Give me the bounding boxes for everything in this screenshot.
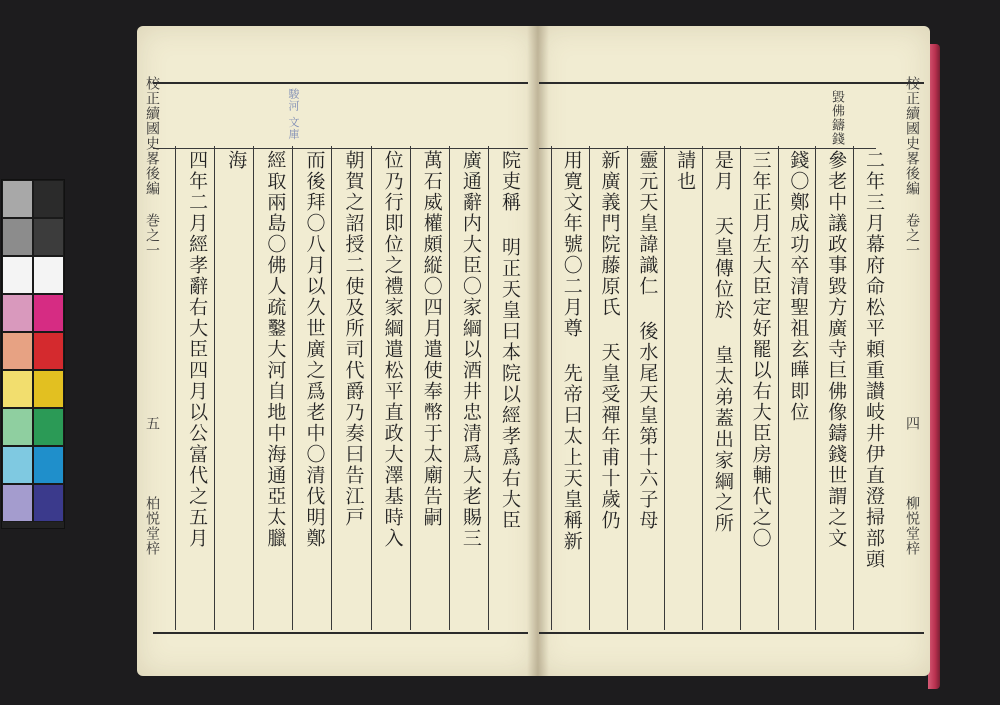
color-swatch	[2, 218, 33, 256]
right-publisher: 柳悦堂梓	[904, 496, 920, 556]
column-rule	[371, 146, 372, 630]
text-column: 三年正月左大臣定好罷以右大臣房輔代之〇	[749, 150, 772, 549]
column-rule	[292, 146, 293, 630]
text-column: 位乃行即位之禮家綱遣松平直政大澤基時入	[381, 150, 404, 549]
text-column: 錢〇鄭成功卒清聖祖玄曄即位	[787, 150, 810, 423]
column-rule	[627, 146, 628, 630]
color-swatch	[33, 256, 64, 294]
column-rule	[488, 146, 489, 630]
right-page-number: 四	[904, 416, 920, 431]
color-swatch	[2, 446, 33, 484]
column-rule	[778, 146, 779, 630]
column-rule	[410, 146, 411, 630]
column-rule	[253, 146, 254, 630]
text-column: 是月 天皇傳位於 皇太弟蓋出家綱之所	[711, 150, 734, 534]
column-rule	[589, 146, 590, 630]
column-rule	[740, 146, 741, 630]
color-swatch	[33, 484, 64, 522]
color-swatch	[2, 484, 33, 522]
open-book	[135, 26, 940, 686]
color-calibration-chart	[2, 180, 64, 528]
color-swatch	[2, 294, 33, 332]
column-rule	[449, 146, 450, 630]
color-swatch	[33, 294, 64, 332]
column-rule	[214, 146, 215, 630]
column-rule	[664, 146, 665, 630]
head-note: 毀佛鑄錢	[829, 90, 844, 146]
color-swatch	[33, 446, 64, 484]
text-column: 請也	[674, 150, 697, 192]
right-gutter-title: 校正續國史畧後編 卷之一	[904, 76, 920, 258]
text-column: 廣通辭内大臣〇家綱以酒井忠清爲大老賜三	[459, 150, 482, 549]
color-swatch	[33, 370, 64, 408]
column-rule	[815, 146, 816, 630]
color-swatch	[2, 408, 33, 446]
text-column: 二年三月幕府命松平頼重讃岐井伊直澄掃部頭	[862, 150, 885, 570]
text-column: 而後拜〇八月以久世廣之爲老中〇清伐明鄭	[303, 150, 326, 549]
color-swatch	[33, 180, 64, 218]
column-rule	[702, 146, 703, 630]
library-stamp: 駿河 文庫	[287, 88, 300, 141]
header-rule	[153, 148, 528, 149]
text-column: 用寛文年號〇二月尊 先帝曰太上天皇稱新	[560, 150, 583, 552]
left-publisher: 柏悦堂梓	[144, 496, 160, 556]
text-column: 靈元天皇諱識仁 後水尾天皇第十六子母	[636, 150, 659, 531]
color-swatch	[33, 218, 64, 256]
column-rule	[853, 146, 854, 630]
column-rule	[175, 146, 176, 630]
color-swatch	[2, 370, 33, 408]
text-column: 院吏稱 明正天皇曰本院以經孝爲右大臣	[498, 150, 521, 531]
text-column: 四年二月經孝辭右大臣四月以公富代之五月	[186, 150, 209, 549]
text-column: 經取兩島〇佛人疏鑿大河自地中海通亞太臘	[264, 150, 287, 549]
left-gutter-title: 校正續國史畧後編 巻之一	[144, 76, 160, 258]
text-column: 朝賀之詔授二使及所司代爵乃奏曰告江戸	[342, 150, 365, 528]
text-column: 新廣義門院藤原氏 天皇受禪年甫十歲仍	[598, 150, 621, 531]
column-rule	[551, 146, 552, 630]
left-page-number: 五	[144, 416, 160, 431]
color-swatch	[2, 332, 33, 370]
text-column: 海	[225, 150, 248, 171]
color-swatch	[2, 180, 33, 218]
color-swatch	[33, 408, 64, 446]
text-column: 參老中議政事毀方廣寺巨佛像鑄錢世謂之文	[825, 150, 848, 549]
text-column: 萬石威權頗縦〇四月遣使奉幣于太廟告嗣	[420, 150, 443, 528]
color-swatch	[33, 332, 64, 370]
column-rule	[331, 146, 332, 630]
color-swatch	[2, 256, 33, 294]
